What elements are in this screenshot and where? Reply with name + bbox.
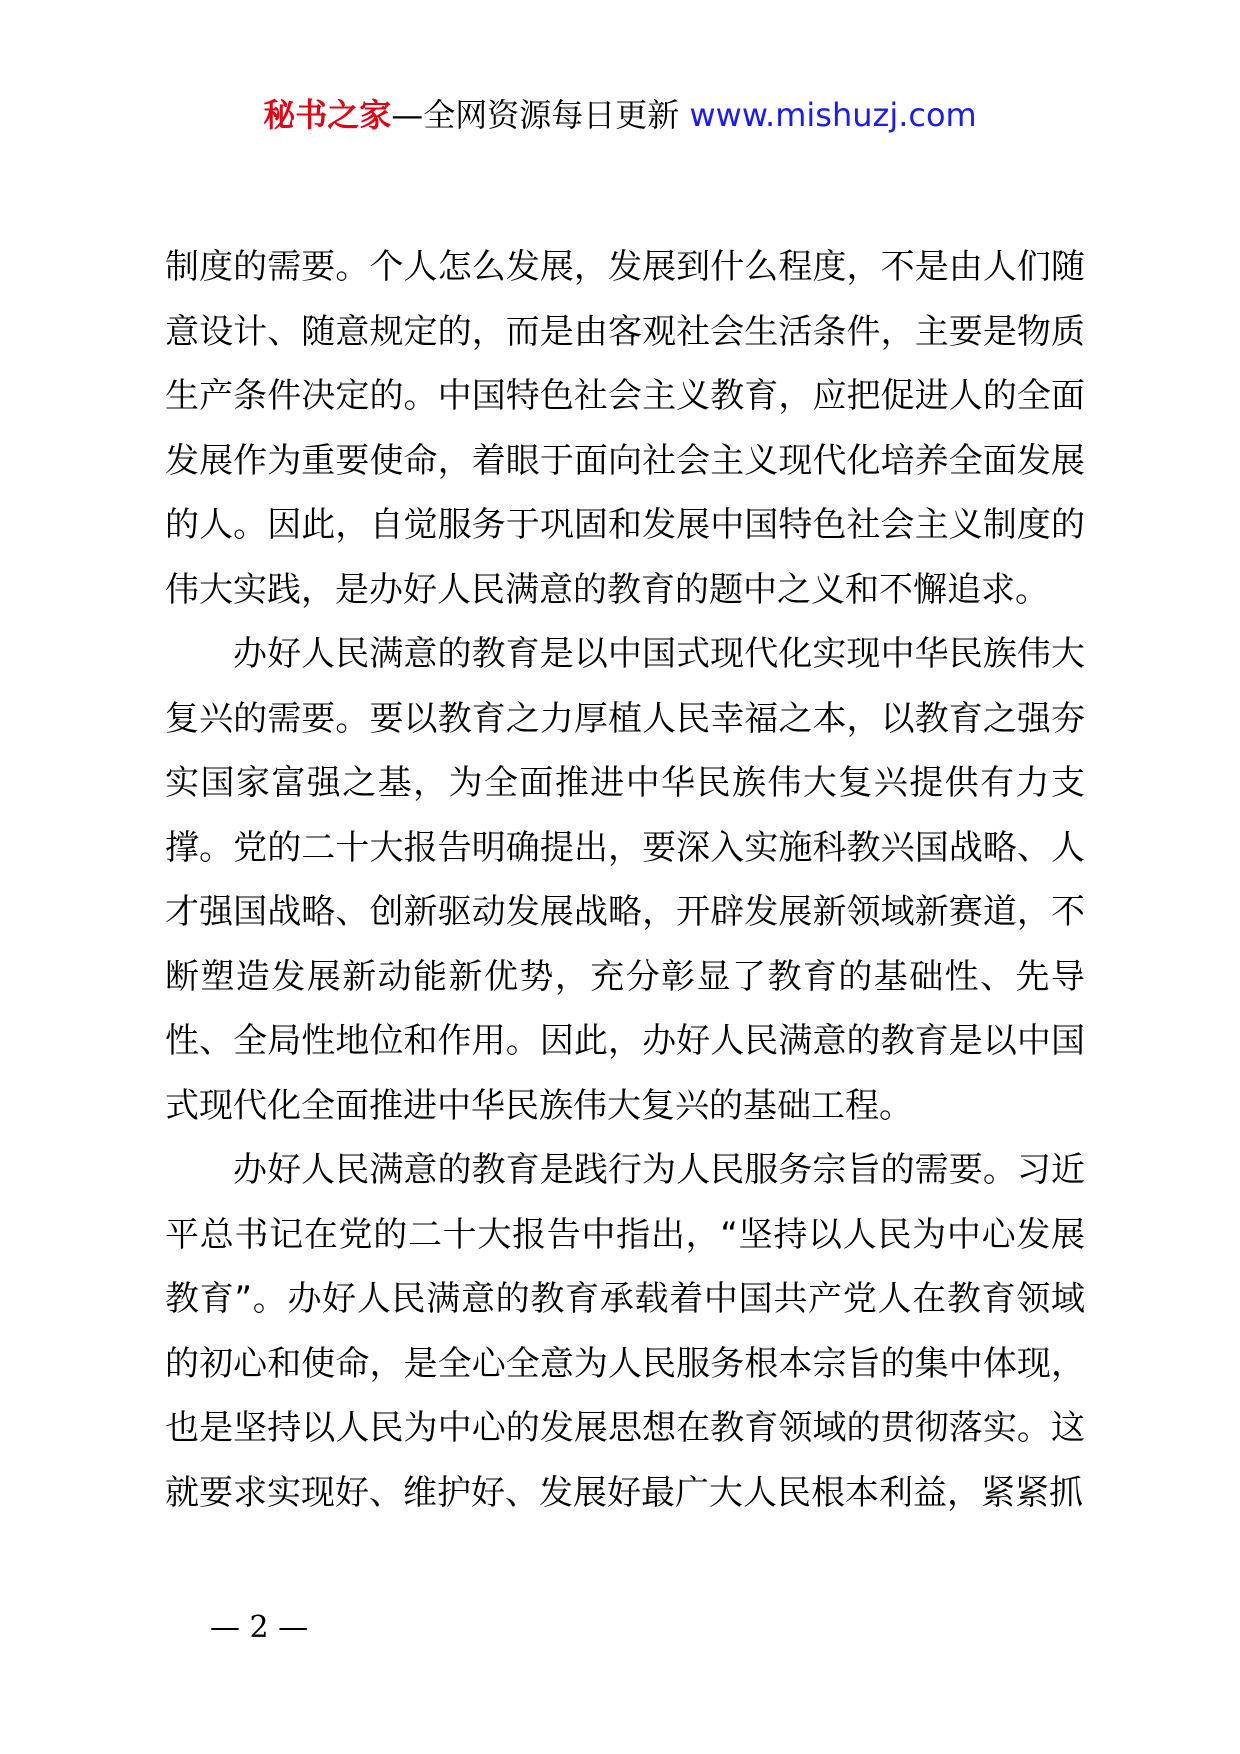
page-header: [0, 92, 1240, 138]
site-url-link[interactable]: www.mishuzj.com: [689, 96, 977, 134]
document-body: [165, 235, 1085, 1525]
site-slogan: —全网资源每日更新: [391, 96, 690, 134]
paragraph-modernization: 办好人民满意的教育是以中国式现代化实现中华民族伟大复兴的需要。要以教育之力厚植人民幸福之本，以教育之强夯实国家富强之基，为全面推进中华民族伟大复兴提供有力支撑。党的二十大报告明确提出，要深入实施科教兴国战略、人才强国战略、创新驱动发展战略，开辟发展新领域新赛道，不断塑造发展新动能新优势，充分彰显了教育的基础性、先导性、全局性地位和作用。因此，办好人民满意的教育是以中国式现代化全面推进中华民族伟大复兴的基础工程。: [165, 634, 1085, 1126]
page-number: — 2 —: [210, 1610, 309, 1645]
paragraph-continued: 制度的需要。个人怎么发展，发展到什么程度，不是由人们随意设计、随意规定的，而是由客观社会生活条件，主要是物质生产条件决定的。中国特色社会主义教育，应把促进人的全面发展作为重要使命，着眼于面向社会主义现代化培养全面发展的人。因此，自觉服务于巩固和发展中国特色社会主义制度的伟大实践，是办好人民满意的教育的题中之义和不懈追求。: [165, 247, 1085, 610]
paragraph-serve-people: 办好人民满意的教育是践行为人民服务宗旨的需要。习近平总书记在党的二十大报告中指出，“坚持以人民为中心发展教育”。办好人民满意的教育承载着中国共产党人在教育领域的初心和使命，是全心全意为人民服务根本宗旨的集中体现，也是坚持以人民为中心的发展思想在教育领域的贯彻落实。这就要求实现好、维护好、发展好最广大人民根本利益，紧紧抓: [165, 1150, 1085, 1513]
site-brand: 秘书之家: [263, 96, 392, 134]
